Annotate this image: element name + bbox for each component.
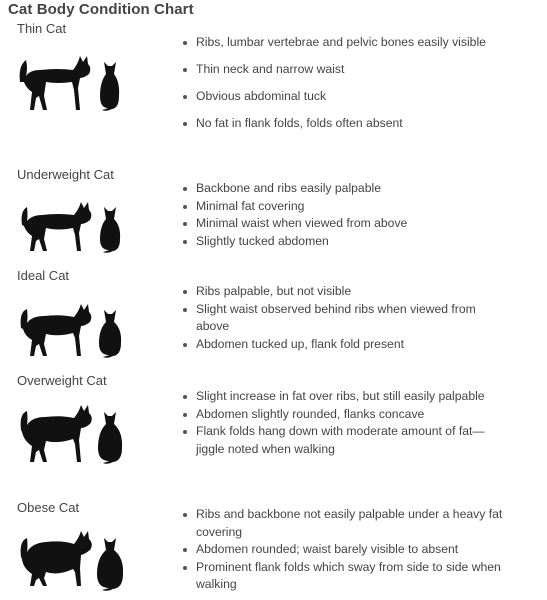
- section-obese-cat: [0, 500, 547, 600]
- condition-points: [179, 388, 509, 458]
- section-title: Underweight Cat: [17, 167, 114, 182]
- list-item: Ribs, lumbar vertebrae and pelvic bones easily visible: [179, 34, 509, 52]
- list-item: No fat in flank folds, folds often absent: [179, 115, 509, 133]
- list-item: Thin neck and narrow waist: [179, 61, 509, 79]
- list-item: Abdomen tucked up, flank fold present: [179, 336, 509, 354]
- section-title: Overweight Cat: [17, 373, 107, 388]
- list-item: Ribs and backbone not easily palpable under a heavy fat covering: [179, 506, 509, 541]
- page-title: Cat Body Condition Chart: [8, 1, 194, 18]
- section-title: Thin Cat: [17, 21, 67, 36]
- condition-points: [179, 283, 509, 353]
- list-item: Slight waist observed behind ribs when viewed from above: [179, 301, 509, 336]
- cat-silhouettes: [18, 404, 128, 466]
- condition-points: [179, 506, 509, 594]
- cat-silhouettes: [18, 52, 128, 114]
- list-item: Slightly tucked abdomen: [179, 233, 509, 251]
- list-item: Prominent flank folds which sway from side to side when walking: [179, 559, 509, 594]
- section-underweight-cat: [0, 167, 547, 267]
- section-thin-cat: [0, 21, 547, 151]
- section-title: Ideal Cat: [17, 268, 70, 283]
- cat-silhouettes: [18, 199, 128, 255]
- condition-points: [179, 34, 509, 142]
- list-item: Slight increase in fat over ribs, but still easily palpable: [179, 388, 509, 406]
- overweight-cat-icon: [18, 404, 128, 466]
- list-item: Minimal fat covering: [179, 198, 509, 216]
- cat-silhouettes: [18, 530, 128, 592]
- thin-cat-icon: [18, 52, 128, 114]
- obese-cat-icon: [18, 530, 128, 592]
- list-item: Obvious abdominal tuck: [179, 88, 509, 106]
- section-title: Obese Cat: [17, 500, 80, 515]
- section-ideal-cat: [0, 268, 547, 368]
- list-item: Ribs palpable, but not visible: [179, 283, 509, 301]
- ideal-cat-icon: [18, 302, 128, 360]
- list-item: Abdomen slightly rounded, flanks concave: [179, 406, 509, 424]
- list-item: Flank folds hang down with moderate amount of fat—jiggle noted when walking: [179, 423, 509, 458]
- list-item: Minimal waist when viewed from above: [179, 215, 509, 233]
- cat-silhouettes: [18, 302, 128, 360]
- underweight-cat-icon: [18, 199, 128, 255]
- list-item: Abdomen rounded; waist barely visible to absent: [179, 541, 509, 559]
- condition-points: [179, 180, 509, 250]
- list-item: Backbone and ribs easily palpable: [179, 180, 509, 198]
- section-overweight-cat: [0, 373, 547, 483]
